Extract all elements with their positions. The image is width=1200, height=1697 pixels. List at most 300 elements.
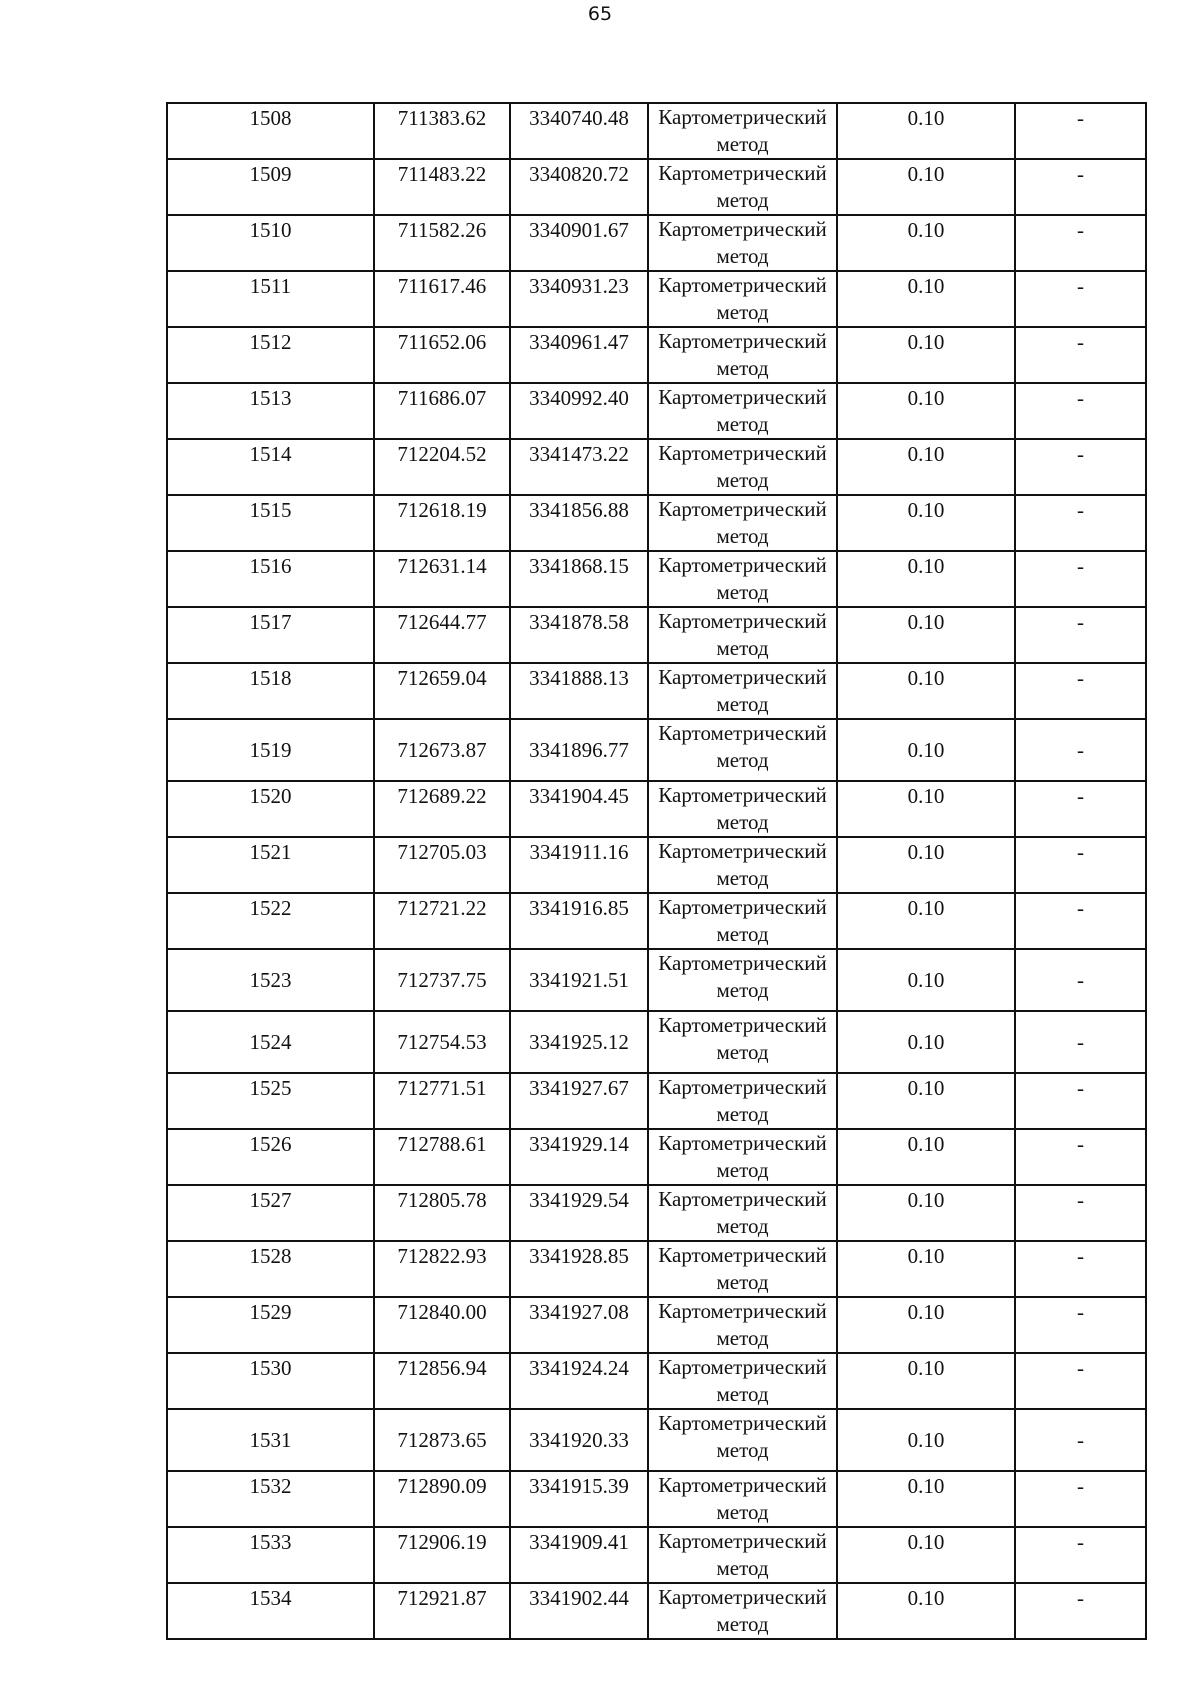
method-text: метод	[716, 810, 769, 834]
accuracy-cell	[837, 383, 1015, 439]
point-number-text: 1523	[249, 968, 292, 992]
accuracy-cell	[837, 1471, 1015, 1527]
y-coordinate-text: 3341868.15	[529, 554, 629, 578]
accuracy-cell	[837, 1073, 1015, 1129]
method-cell	[648, 949, 837, 1011]
x-coordinate-text: 712618.19	[397, 498, 487, 522]
x-coordinate-cell	[374, 103, 510, 159]
accuracy-text: 0.10	[907, 1244, 945, 1268]
note-text: -	[1077, 1076, 1084, 1100]
y-coordinate-text: 3341929.54	[529, 1188, 629, 1212]
y-coordinate-text: 3340740.48	[529, 106, 629, 130]
accuracy-cell	[837, 893, 1015, 949]
y-coordinate-text: 3341473.22	[529, 442, 629, 466]
method-text: метод	[716, 300, 769, 324]
x-coordinate-text: 712873.65	[397, 1428, 487, 1452]
x-coordinate-cell	[374, 1185, 510, 1241]
x-coordinate-cell	[374, 1471, 510, 1527]
note-cell	[1015, 1073, 1146, 1129]
method-text: Картометрический	[658, 329, 827, 353]
y-coordinate-cell	[510, 1353, 648, 1409]
y-coordinate-text: 3341929.14	[529, 1132, 629, 1156]
x-coordinate-text: 712689.22	[397, 784, 487, 808]
x-coordinate-cell	[374, 495, 510, 551]
point-number-cell	[167, 1241, 374, 1297]
x-coordinate-text: 712673.87	[397, 738, 487, 762]
table-row	[167, 1471, 1146, 1527]
method-cell	[648, 383, 837, 439]
x-coordinate-cell	[374, 1241, 510, 1297]
x-coordinate-text: 712737.75	[397, 968, 487, 992]
note-text: -	[1077, 1428, 1084, 1452]
accuracy-cell	[837, 439, 1015, 495]
y-coordinate-cell	[510, 1011, 648, 1073]
method-cell	[648, 719, 837, 781]
note-cell	[1015, 949, 1146, 1011]
table-row	[167, 1241, 1146, 1297]
y-coordinate-text: 3341928.85	[529, 1244, 629, 1268]
x-coordinate-cell	[374, 1583, 510, 1639]
x-coordinate-text: 712705.03	[397, 840, 487, 864]
y-coordinate-cell	[510, 271, 648, 327]
y-coordinate-cell	[510, 327, 648, 383]
note-text: -	[1077, 896, 1084, 920]
method-text: метод	[716, 1438, 769, 1462]
y-coordinate-text: 3341921.51	[529, 968, 629, 992]
note-cell	[1015, 495, 1146, 551]
accuracy-text: 0.10	[907, 554, 945, 578]
method-text: метод	[716, 132, 769, 156]
x-coordinate-text: 711617.46	[397, 274, 487, 298]
point-number-text: 1525	[249, 1076, 292, 1100]
x-coordinate-text: 712856.94	[397, 1356, 487, 1380]
y-coordinate-cell	[510, 781, 648, 837]
x-coordinate-text: 712788.61	[397, 1132, 487, 1156]
y-coordinate-cell	[510, 159, 648, 215]
table-row	[167, 215, 1146, 271]
accuracy-cell	[837, 215, 1015, 271]
note-text: -	[1077, 1356, 1084, 1380]
method-text: Картометрический	[658, 1473, 827, 1497]
accuracy-cell	[837, 781, 1015, 837]
x-coordinate-cell	[374, 159, 510, 215]
table-row	[167, 1185, 1146, 1241]
accuracy-text: 0.10	[907, 1356, 945, 1380]
method-text: Картометрический	[658, 609, 827, 633]
method-text: Картометрический	[658, 1187, 827, 1211]
method-cell	[648, 159, 837, 215]
note-text: -	[1077, 610, 1084, 634]
point-number-text: 1524	[249, 1030, 292, 1054]
table-row	[167, 495, 1146, 551]
x-coordinate-text: 711652.06	[397, 330, 487, 354]
point-number-cell	[167, 893, 374, 949]
method-text: метод	[716, 356, 769, 380]
note-text: -	[1077, 1300, 1084, 1324]
method-text: Картометрический	[658, 385, 827, 409]
point-number-cell	[167, 1527, 374, 1583]
accuracy-cell	[837, 271, 1015, 327]
point-number-cell	[167, 103, 374, 159]
method-cell	[648, 1241, 837, 1297]
point-number-text: 1513	[249, 386, 292, 410]
point-number-text: 1522	[249, 896, 292, 920]
accuracy-cell	[837, 949, 1015, 1011]
x-coordinate-cell	[374, 837, 510, 893]
y-coordinate-text: 3341878.58	[529, 610, 629, 634]
y-coordinate-text: 3340931.23	[529, 274, 629, 298]
point-number-text: 1533	[249, 1530, 292, 1554]
note-text: -	[1077, 386, 1084, 410]
table-row	[167, 271, 1146, 327]
y-coordinate-text: 3341916.85	[529, 896, 629, 920]
y-coordinate-text: 3340901.67	[529, 218, 629, 242]
y-coordinate-cell	[510, 1527, 648, 1583]
y-coordinate-text: 3341925.12	[529, 1030, 629, 1054]
x-coordinate-text: 711483.22	[397, 162, 487, 186]
y-coordinate-text: 3341911.16	[529, 840, 629, 864]
method-text: Картометрический	[658, 1013, 827, 1037]
point-number-text: 1512	[249, 330, 292, 354]
accuracy-cell	[837, 719, 1015, 781]
table-row	[167, 103, 1146, 159]
point-number-text: 1527	[249, 1188, 292, 1212]
table-row	[167, 551, 1146, 607]
accuracy-text: 0.10	[907, 386, 945, 410]
method-text: метод	[716, 412, 769, 436]
accuracy-text: 0.10	[907, 896, 945, 920]
accuracy-text: 0.10	[907, 218, 945, 242]
note-text: -	[1077, 330, 1084, 354]
accuracy-cell	[837, 607, 1015, 663]
note-text: -	[1077, 442, 1084, 466]
method-cell	[648, 103, 837, 159]
x-coordinate-cell	[374, 719, 510, 781]
table-row	[167, 949, 1146, 1011]
point-number-cell	[167, 719, 374, 781]
note-cell	[1015, 439, 1146, 495]
method-cell	[648, 1073, 837, 1129]
note-text: -	[1077, 1530, 1084, 1554]
note-text: -	[1077, 498, 1084, 522]
x-coordinate-cell	[374, 1527, 510, 1583]
method-cell	[648, 893, 837, 949]
y-coordinate-cell	[510, 1583, 648, 1639]
accuracy-text: 0.10	[907, 1076, 945, 1100]
note-cell	[1015, 551, 1146, 607]
point-number-cell	[167, 949, 374, 1011]
note-cell	[1015, 159, 1146, 215]
point-number-text: 1510	[249, 218, 292, 242]
table-row	[167, 1011, 1146, 1073]
method-cell	[648, 663, 837, 719]
accuracy-cell	[837, 663, 1015, 719]
method-text: Картометрический	[658, 161, 827, 185]
note-cell	[1015, 1471, 1146, 1527]
x-coordinate-text: 712890.09	[397, 1474, 487, 1498]
point-number-cell	[167, 327, 374, 383]
method-text: метод	[716, 468, 769, 492]
note-cell	[1015, 1185, 1146, 1241]
point-number-text: 1518	[249, 666, 292, 690]
accuracy-cell	[837, 1011, 1015, 1073]
method-cell	[648, 1353, 837, 1409]
method-text: Картометрический	[658, 721, 827, 745]
accuracy-text: 0.10	[907, 162, 945, 186]
method-text: Картометрический	[658, 1243, 827, 1267]
accuracy-cell	[837, 495, 1015, 551]
x-coordinate-text: 711582.26	[397, 218, 487, 242]
method-text: метод	[716, 748, 769, 772]
x-coordinate-cell	[374, 215, 510, 271]
note-text: -	[1077, 840, 1084, 864]
accuracy-text: 0.10	[907, 738, 945, 762]
point-number-text: 1528	[249, 1244, 292, 1268]
accuracy-text: 0.10	[907, 1428, 945, 1452]
x-coordinate-text: 712721.22	[397, 896, 487, 920]
method-cell	[648, 215, 837, 271]
y-coordinate-text: 3340820.72	[529, 162, 629, 186]
x-coordinate-text: 711686.07	[397, 386, 487, 410]
point-number-text: 1531	[249, 1428, 292, 1452]
x-coordinate-cell	[374, 1129, 510, 1185]
method-text: метод	[716, 1382, 769, 1406]
method-text: метод	[716, 1612, 769, 1636]
x-coordinate-cell	[374, 781, 510, 837]
y-coordinate-cell	[510, 1129, 648, 1185]
point-number-text: 1532	[249, 1474, 292, 1498]
table-row	[167, 1583, 1146, 1639]
y-coordinate-text: 3341856.88	[529, 498, 629, 522]
method-text: Картометрический	[658, 951, 827, 975]
table-row	[167, 159, 1146, 215]
table-row	[167, 1297, 1146, 1353]
note-text: -	[1077, 1244, 1084, 1268]
y-coordinate-cell	[510, 893, 648, 949]
note-text: -	[1077, 666, 1084, 690]
method-text: метод	[716, 580, 769, 604]
x-coordinate-cell	[374, 1297, 510, 1353]
point-number-cell	[167, 1409, 374, 1471]
note-text: -	[1077, 784, 1084, 808]
accuracy-cell	[837, 1297, 1015, 1353]
method-text: метод	[716, 1214, 769, 1238]
point-number-text: 1526	[249, 1132, 292, 1156]
note-text: -	[1077, 106, 1084, 130]
method-text: метод	[716, 188, 769, 212]
point-number-cell	[167, 1583, 374, 1639]
y-coordinate-cell	[510, 1185, 648, 1241]
method-text: Картометрический	[658, 1529, 827, 1553]
point-number-cell	[167, 551, 374, 607]
note-text: -	[1077, 1132, 1084, 1156]
x-coordinate-text: 712754.53	[397, 1030, 487, 1054]
method-cell	[648, 1185, 837, 1241]
x-coordinate-cell	[374, 1409, 510, 1471]
method-cell	[648, 439, 837, 495]
method-text: метод	[716, 1326, 769, 1350]
point-number-text: 1519	[249, 738, 292, 762]
method-text: Картометрический	[658, 1131, 827, 1155]
y-coordinate-text: 3341927.08	[529, 1300, 629, 1324]
accuracy-text: 0.10	[907, 442, 945, 466]
accuracy-text: 0.10	[907, 784, 945, 808]
table-row	[167, 607, 1146, 663]
point-number-text: 1530	[249, 1356, 292, 1380]
table-row	[167, 439, 1146, 495]
table-row	[167, 837, 1146, 893]
method-text: Картометрический	[658, 1299, 827, 1323]
note-cell	[1015, 719, 1146, 781]
accuracy-cell	[837, 1185, 1015, 1241]
y-coordinate-text: 3340992.40	[529, 386, 629, 410]
note-text: -	[1077, 1474, 1084, 1498]
method-text: Картометрический	[658, 217, 827, 241]
y-coordinate-cell	[510, 1471, 648, 1527]
point-number-text: 1517	[249, 610, 292, 634]
point-number-text: 1521	[249, 840, 292, 864]
note-cell	[1015, 271, 1146, 327]
method-cell	[648, 1297, 837, 1353]
y-coordinate-cell	[510, 1241, 648, 1297]
method-text: метод	[716, 692, 769, 716]
method-text: Картометрический	[658, 497, 827, 521]
note-cell	[1015, 1583, 1146, 1639]
y-coordinate-text: 3341909.41	[529, 1530, 629, 1554]
point-number-cell	[167, 1073, 374, 1129]
method-cell	[648, 1583, 837, 1639]
accuracy-text: 0.10	[907, 840, 945, 864]
x-coordinate-text: 712659.04	[397, 666, 487, 690]
method-text: Картометрический	[658, 553, 827, 577]
x-coordinate-cell	[374, 949, 510, 1011]
point-number-cell	[167, 1011, 374, 1073]
y-coordinate-cell	[510, 949, 648, 1011]
x-coordinate-cell	[374, 271, 510, 327]
x-coordinate-text: 712631.14	[397, 554, 487, 578]
note-text: -	[1077, 1586, 1084, 1610]
y-coordinate-cell	[510, 215, 648, 271]
point-number-text: 1529	[249, 1300, 292, 1324]
accuracy-text: 0.10	[907, 330, 945, 354]
method-cell	[648, 607, 837, 663]
y-coordinate-cell	[510, 1409, 648, 1471]
accuracy-text: 0.10	[907, 106, 945, 130]
note-cell	[1015, 1129, 1146, 1185]
accuracy-text: 0.10	[907, 1188, 945, 1212]
note-cell	[1015, 215, 1146, 271]
method-text: метод	[716, 922, 769, 946]
x-coordinate-cell	[374, 327, 510, 383]
table-row	[167, 663, 1146, 719]
x-coordinate-cell	[374, 551, 510, 607]
table-row	[167, 1409, 1146, 1471]
method-text: Картометрический	[658, 273, 827, 297]
x-coordinate-cell	[374, 439, 510, 495]
accuracy-text: 0.10	[907, 1300, 945, 1324]
x-coordinate-text: 712805.78	[397, 1188, 487, 1212]
point-number-cell	[167, 1185, 374, 1241]
method-cell	[648, 1129, 837, 1185]
note-text: -	[1077, 968, 1084, 992]
x-coordinate-cell	[374, 383, 510, 439]
accuracy-cell	[837, 551, 1015, 607]
page-number: 65	[587, 3, 613, 25]
accuracy-cell	[837, 1527, 1015, 1583]
accuracy-text: 0.10	[907, 666, 945, 690]
method-text: метод	[716, 524, 769, 548]
note-cell	[1015, 1297, 1146, 1353]
method-text: Картометрический	[658, 441, 827, 465]
x-coordinate-text: 712906.19	[397, 1530, 487, 1554]
accuracy-cell	[837, 1409, 1015, 1471]
method-text: метод	[716, 1040, 769, 1064]
x-coordinate-cell	[374, 663, 510, 719]
accuracy-text: 0.10	[907, 498, 945, 522]
note-cell	[1015, 1353, 1146, 1409]
y-coordinate-text: 3341904.45	[529, 784, 629, 808]
method-cell	[648, 327, 837, 383]
method-text: Картометрический	[658, 665, 827, 689]
y-coordinate-cell	[510, 1297, 648, 1353]
y-coordinate-cell	[510, 719, 648, 781]
y-coordinate-text: 3341888.13	[529, 666, 629, 690]
table-row	[167, 1527, 1146, 1583]
x-coordinate-cell	[374, 893, 510, 949]
point-number-cell	[167, 159, 374, 215]
table-row	[167, 1353, 1146, 1409]
accuracy-cell	[837, 1583, 1015, 1639]
y-coordinate-cell	[510, 383, 648, 439]
x-coordinate-cell	[374, 1011, 510, 1073]
y-coordinate-text: 3340961.47	[529, 330, 629, 354]
point-number-cell	[167, 439, 374, 495]
method-cell	[648, 1471, 837, 1527]
method-text: Картометрический	[658, 1411, 827, 1435]
point-number-text: 1516	[249, 554, 292, 578]
x-coordinate-text: 712840.00	[397, 1300, 487, 1324]
point-number-cell	[167, 781, 374, 837]
method-text: метод	[716, 866, 769, 890]
point-number-cell	[167, 837, 374, 893]
method-cell	[648, 271, 837, 327]
method-text: метод	[716, 978, 769, 1002]
method-text: метод	[716, 244, 769, 268]
point-number-cell	[167, 383, 374, 439]
accuracy-cell	[837, 327, 1015, 383]
y-coordinate-text: 3341927.67	[529, 1076, 629, 1100]
accuracy-cell	[837, 837, 1015, 893]
point-number-cell	[167, 271, 374, 327]
accuracy-text: 0.10	[907, 1586, 945, 1610]
accuracy-text: 0.10	[907, 274, 945, 298]
accuracy-text: 0.10	[907, 1132, 945, 1156]
table-row	[167, 327, 1146, 383]
note-cell	[1015, 781, 1146, 837]
note-cell	[1015, 663, 1146, 719]
table-row	[167, 781, 1146, 837]
y-coordinate-cell	[510, 103, 648, 159]
accuracy-text: 0.10	[907, 1474, 945, 1498]
method-text: Картометрический	[658, 839, 827, 863]
y-coordinate-text: 3341915.39	[529, 1474, 629, 1498]
note-cell	[1015, 1527, 1146, 1583]
point-number-text: 1508	[249, 106, 292, 130]
note-text: -	[1077, 274, 1084, 298]
note-cell	[1015, 893, 1146, 949]
note-text: -	[1077, 218, 1084, 242]
point-number-cell	[167, 663, 374, 719]
